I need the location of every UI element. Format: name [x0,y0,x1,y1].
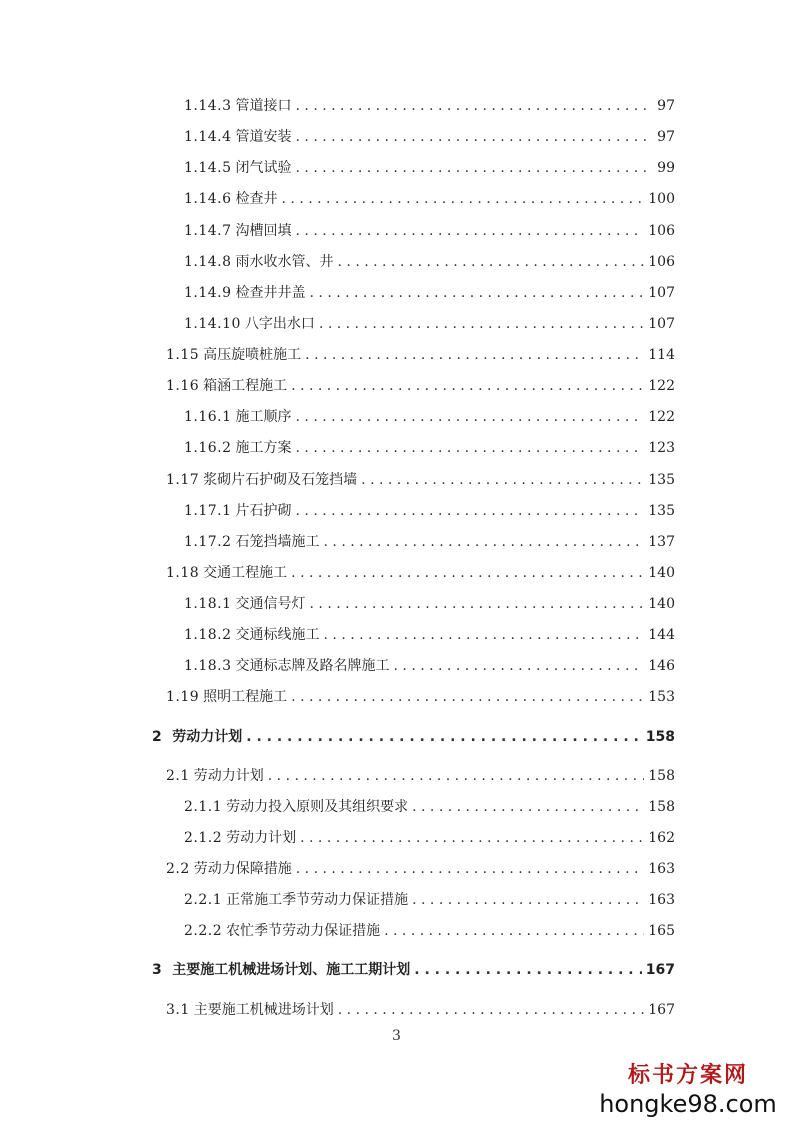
toc-entry[interactable] [184,190,675,208]
toc-entry[interactable] [184,891,675,909]
toc-entry-page: 100 [648,191,675,207]
toc-dot-leader [361,471,644,489]
toc-dot-leader [296,97,651,115]
toc-entry[interactable] [184,315,675,333]
toc-entry-title: 施工方案 [235,440,292,456]
toc-entry-page: 97 [657,98,675,114]
toc-dot-leader [338,1001,645,1019]
toc-dot-leader [412,891,644,909]
toc-dot-leader [268,767,645,785]
toc-entry-title: 交通标线施工 [235,627,320,643]
toc-entry-number: 3 [152,962,163,978]
toc-dot-leader [282,190,645,208]
toc-entry-title: 主要施工机械进场计划 [193,1002,334,1018]
watermark-url: hongke98.com [599,1090,777,1118]
toc-entry-page: 107 [648,285,675,301]
toc-entry-page: 163 [648,892,675,908]
toc-entry-page: 167 [645,962,675,978]
toc-entry[interactable] [184,253,675,271]
toc-entry[interactable] [166,860,675,878]
toc-entry-number: 1.16.2 [184,440,232,456]
toc-entry-title: 浆砌片石护砌及石笼挡墙 [203,472,358,488]
toc-entry-page: 158 [648,768,675,784]
toc-entry[interactable] [152,728,675,746]
toc-entry-number: 1.17 [166,472,200,488]
toc-dot-leader [324,626,645,644]
toc-entry-title: 主要施工机械进场计划、施工工期计划 [172,962,411,978]
toc-entry-number: 1.14.6 [184,191,232,207]
toc-entry[interactable] [184,922,675,940]
toc-entry-page: 114 [648,347,675,363]
toc-entry-number: 1.16 [166,378,200,394]
toc-dot-leader [384,922,644,940]
toc-entry[interactable] [184,533,675,551]
toc-entry[interactable] [184,97,675,115]
toc-entry-number: 1.16.1 [184,409,232,425]
toc-entry-page: 144 [648,627,675,643]
toc-entry[interactable] [184,657,675,675]
toc-entry-number: 2 [152,729,163,745]
toc-entry-page: 99 [657,160,675,176]
toc-entry[interactable] [166,346,675,364]
toc-entry-page: 137 [648,534,675,550]
toc-entry-page: 140 [648,565,675,581]
toc-entry[interactable] [184,159,675,177]
toc-entry-page: 158 [648,799,675,815]
toc-entry-number: 1.17.2 [184,534,232,550]
toc-entry-number: 1.14.7 [184,223,232,239]
toc-entry-title: 管道安装 [235,129,292,145]
toc-entry[interactable] [152,961,675,979]
toc-entry[interactable] [166,564,675,582]
toc-dot-leader [296,502,645,520]
toc-entry-number: 2.2 [166,861,190,877]
toc-entry-page: 97 [657,129,675,145]
toc-entry-title: 闭气试验 [235,160,292,176]
toc-entry-number: 1.18 [166,565,200,581]
toc-entry-page: 106 [648,254,675,270]
toc-entry-number: 1.15 [166,347,200,363]
toc-entry-title: 检查井井盖 [235,285,306,301]
toc-dot-leader [246,728,642,746]
toc-entry-title: 沟槽回填 [235,223,292,239]
toc-entry-page: 106 [648,223,675,239]
watermark-site-name: 标书方案网 [627,1063,748,1088]
toc-entry-title: 八字出水口 [244,316,315,332]
toc-dot-leader [414,961,642,979]
toc-entry[interactable] [184,798,675,816]
toc-entry-number: 3.1 [166,1002,190,1018]
toc-dot-leader [300,829,644,847]
toc-dot-leader [291,564,644,582]
toc-dot-leader [310,284,645,302]
toc-entry[interactable] [166,1001,675,1019]
toc-entry-page: 107 [648,316,675,332]
toc-entry-page: 135 [648,472,675,488]
toc-entry-title: 农忙季节劳动力保证措施 [226,923,381,939]
toc-entry[interactable] [184,408,675,426]
toc-entry-page: 162 [648,830,675,846]
toc-entry-title: 交通工程施工 [203,565,288,581]
toc-entry[interactable] [166,471,675,489]
toc-entry[interactable] [166,377,675,395]
toc-entry[interactable] [184,626,675,644]
toc-entry-page: 122 [648,378,675,394]
toc-dot-leader [319,315,644,333]
toc-entry-number: 2.1.2 [184,830,223,846]
toc-entry-title: 施工顺序 [235,409,292,425]
toc-dot-leader [324,533,645,551]
toc-entry-title: 劳动力计划 [226,830,297,846]
toc-entry-title: 正常施工季节劳动力保证措施 [226,892,409,908]
toc-dot-leader [296,222,645,240]
toc-dot-leader [296,408,645,426]
toc-dot-leader [296,860,645,878]
toc-entry-number: 1.19 [166,689,200,705]
toc-entry-title: 交通信号灯 [235,596,306,612]
toc-entry[interactable] [184,222,675,240]
toc-entry-title: 箱涵工程施工 [203,378,288,394]
toc-dot-leader [291,377,644,395]
toc-entry-number: 2.1.1 [184,799,223,815]
toc-entry-number: 1.14.10 [184,316,241,332]
toc-entry-page: 163 [648,861,675,877]
toc-entry[interactable] [166,688,675,706]
toc-entry-page: 165 [648,923,675,939]
toc-entry-title: 石笼挡墙施工 [235,534,320,550]
toc-entry[interactable] [184,829,675,847]
toc-entry-number: 2.2.2 [184,923,223,939]
toc-entry[interactable] [184,502,675,520]
toc-dot-leader [296,439,645,457]
toc-dot-leader [310,595,645,613]
toc-entry-page: 167 [648,1002,675,1018]
toc-entry-number: 1.18.3 [184,658,232,674]
toc-dot-leader [296,159,651,177]
toc-entry[interactable] [184,595,675,613]
toc-entry-number: 1.14.9 [184,285,232,301]
toc-entry-number: 2.1 [166,768,190,784]
toc-entry-title: 高压旋喷桩施工 [203,347,302,363]
toc-entry-title: 管道接口 [235,98,292,114]
toc-entry-page: 146 [648,658,675,674]
toc-entry-number: 1.18.2 [184,627,232,643]
toc-entry-title: 检查井 [235,191,278,207]
toc-dot-leader [338,253,645,271]
toc-entry-page: 158 [645,729,675,745]
toc-entry-page: 135 [648,503,675,519]
watermark-logo [593,1062,783,1118]
toc-dot-leader [394,657,645,675]
toc-entry-number: 1.14.8 [184,254,232,270]
toc-entry-title: 雨水收水管、井 [235,254,334,270]
toc-entry[interactable] [184,439,675,457]
toc-dot-leader [291,688,644,706]
toc-entry-title: 照明工程施工 [203,689,288,705]
toc-entry[interactable] [166,767,675,785]
toc-entry-title: 劳动力保障措施 [193,861,292,877]
toc-entry-number: 1.18.1 [184,596,232,612]
toc-entry-title: 劳动力投入原则及其组织要求 [226,799,409,815]
toc-entry-number: 1.17.1 [184,503,232,519]
toc-entry-page: 122 [648,409,675,425]
toc-entry-number: 1.14.4 [184,129,232,145]
toc-entry-title: 交通标志牌及路名牌施工 [235,658,390,674]
toc-dot-leader [296,128,651,146]
toc-entry-number: 1.14.3 [184,98,232,114]
toc-entry-title: 劳动力计划 [193,768,264,784]
toc-dot-leader [412,798,644,816]
toc-entry-page: 140 [648,596,675,612]
toc-entry-number: 1.14.5 [184,160,232,176]
toc-entry-page: 153 [648,689,675,705]
toc-entry-title: 片石护砌 [235,503,292,519]
toc-entry-number: 2.2.1 [184,892,223,908]
toc-entry[interactable] [184,128,675,146]
page-number: 3 [392,1028,401,1044]
toc-entry-page: 123 [648,440,675,456]
toc-dot-leader [305,346,644,364]
toc-entry-title: 劳动力计划 [172,729,243,745]
toc-entry[interactable] [184,284,675,302]
